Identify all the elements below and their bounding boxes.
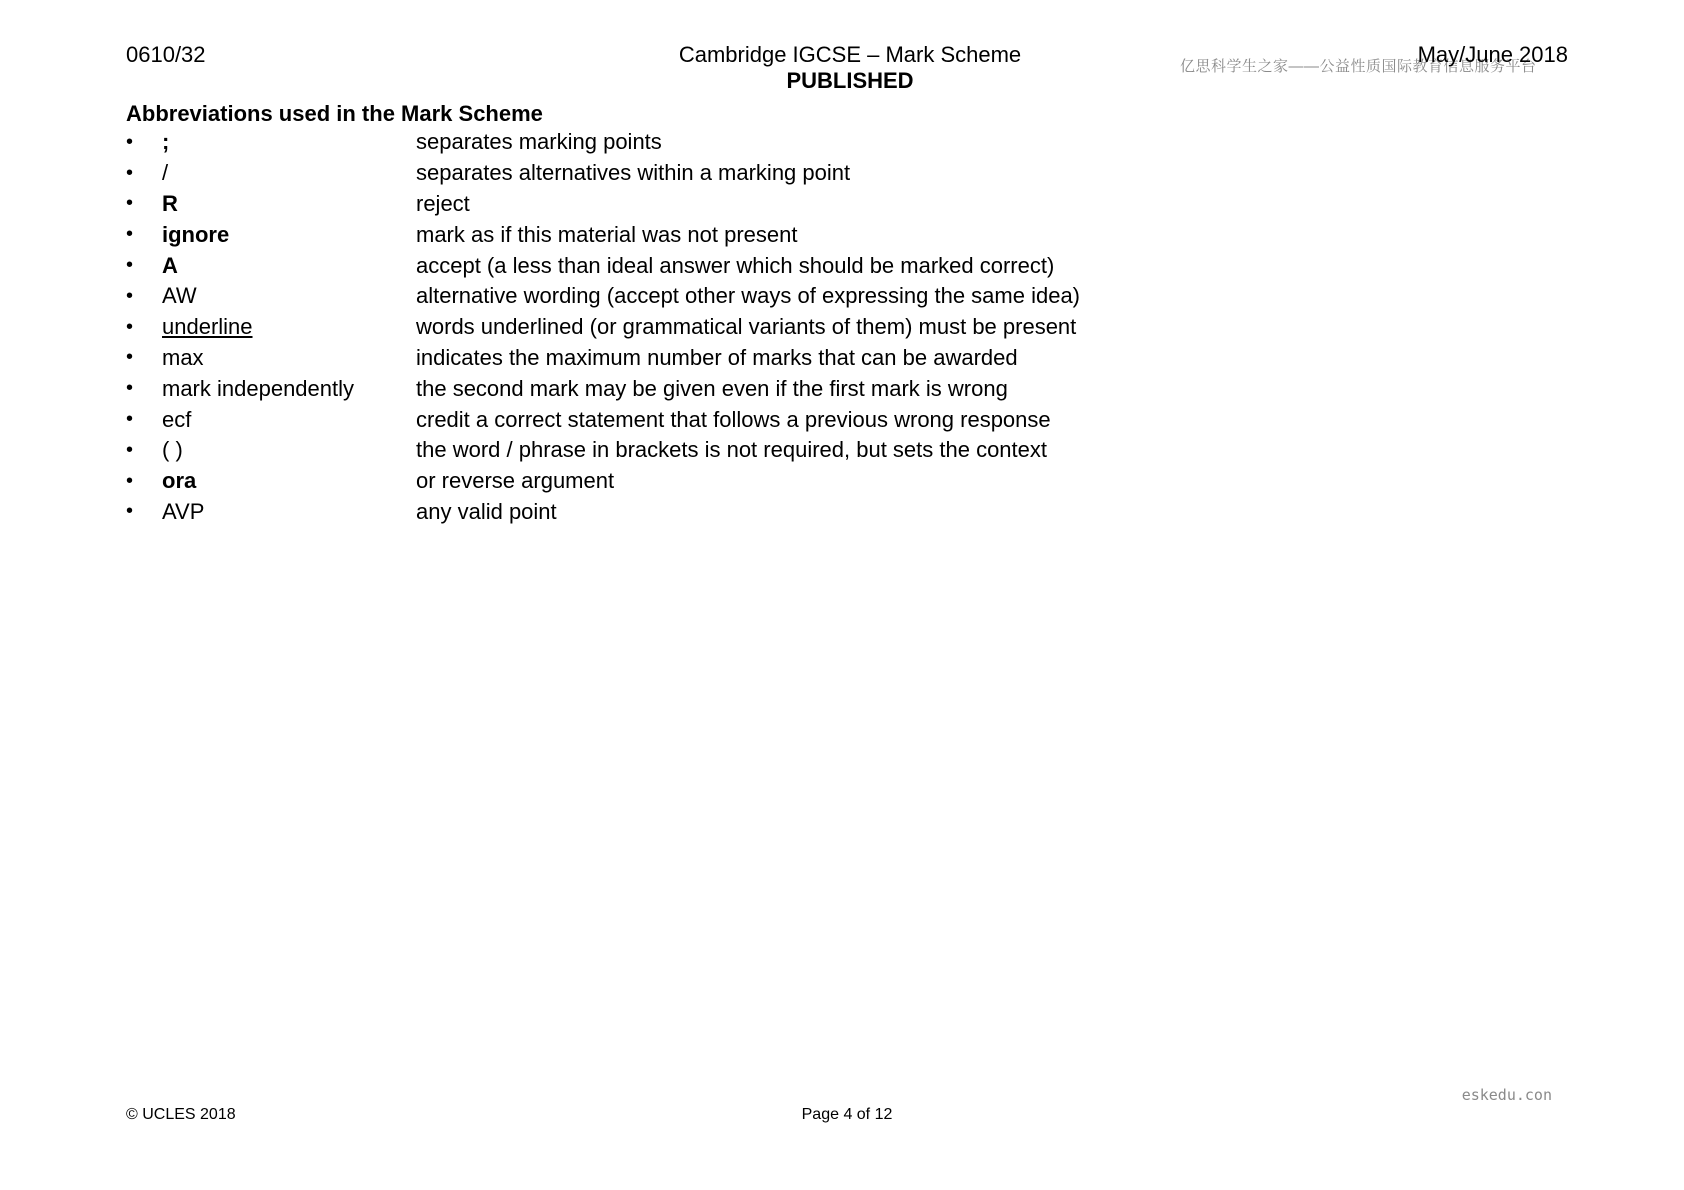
bullet-icon: • [126, 192, 134, 215]
abbreviation-description: credit a correct statement that follows a previous wrong response [416, 406, 1051, 432]
abbreviation-term: underline [162, 314, 253, 340]
abbreviation-row [126, 158, 1080, 189]
abbreviation-row [126, 404, 1080, 435]
abbreviation-row [126, 497, 1080, 528]
abbreviation-term: ( ) [162, 437, 183, 463]
bullet-icon: • [126, 377, 134, 400]
abbreviation-row [126, 373, 1080, 404]
bullet-icon: • [126, 346, 134, 369]
abbreviation-row [126, 219, 1080, 250]
document-title: Cambridge IGCSE – Mark Scheme [678, 42, 1022, 67]
paper-code: 0610/32 [126, 42, 206, 67]
abbreviation-term: / [162, 160, 169, 186]
bullet-icon: • [126, 130, 134, 153]
abbreviation-description: accept (a less than ideal answer which should be marked correct) [416, 252, 1055, 278]
copyright-notice: © UCLES 2018 [126, 1106, 236, 1123]
abbreviation-row [126, 312, 1080, 343]
abbreviation-term: ignore [162, 221, 230, 247]
footer-watermark: eskedu.con [1461, 1086, 1552, 1104]
abbreviation-term: A [162, 252, 178, 278]
abbreviation-description: the word / phrase in brackets is not required, but sets the context [416, 437, 1048, 463]
bullet-icon: • [126, 284, 134, 307]
exam-session: May/June 2018 [1417, 42, 1568, 67]
abbreviation-row [126, 435, 1080, 466]
bullet-icon: • [126, 438, 134, 461]
abbreviation-description: any valid point [416, 498, 557, 524]
abbreviation-description: alternative wording (accept other ways of expressing the same idea) [416, 283, 1081, 309]
abbreviation-description: words underlined (or grammatical variants of them) must be present [416, 314, 1077, 340]
abbreviation-term: ; [162, 129, 170, 155]
abbreviation-row [126, 250, 1080, 281]
abbreviation-term: max [162, 344, 204, 370]
abbreviation-term: AW [162, 283, 197, 309]
abbreviation-term: AVP [162, 498, 205, 524]
abbreviation-description: separates alternatives within a marking point [416, 160, 851, 186]
abbreviation-description: or reverse argument [416, 468, 615, 494]
abbreviation-term: R [162, 190, 178, 216]
page-number: Page 4 of 12 [801, 1106, 893, 1123]
watermark-text: 亿思科学生之家——公益性质国际教育信息服务平台 [1180, 58, 1537, 75]
abbreviation-row [126, 189, 1080, 220]
abbreviation-term: mark independently [162, 375, 355, 401]
bullet-icon: • [126, 223, 134, 246]
bullet-icon: • [126, 161, 134, 184]
bullet-icon: • [126, 315, 134, 338]
abbreviation-term: ecf [162, 406, 192, 432]
abbreviation-description: reject [416, 190, 470, 216]
abbreviation-list [126, 127, 1080, 527]
published-label: PUBLISHED [786, 68, 914, 93]
abbreviation-term: ora [162, 468, 197, 494]
abbreviation-description: separates marking points [416, 129, 662, 155]
abbreviation-row [126, 343, 1080, 374]
abbreviation-description: indicates the maximum number of marks that can be awarded [416, 344, 1018, 370]
abbreviation-description: mark as if this material was not present [416, 221, 798, 247]
bullet-icon: • [126, 469, 134, 492]
abbreviation-row [126, 127, 1080, 158]
abbreviation-row [126, 281, 1080, 312]
bullet-icon: • [126, 254, 134, 277]
abbreviation-description: the second mark may be given even if the first mark is wrong [416, 375, 1008, 401]
abbreviation-row [126, 466, 1080, 497]
bullet-icon: • [126, 500, 134, 523]
bullet-icon: • [126, 408, 134, 431]
section-title: Abbreviations used in the Mark Scheme [126, 101, 543, 126]
